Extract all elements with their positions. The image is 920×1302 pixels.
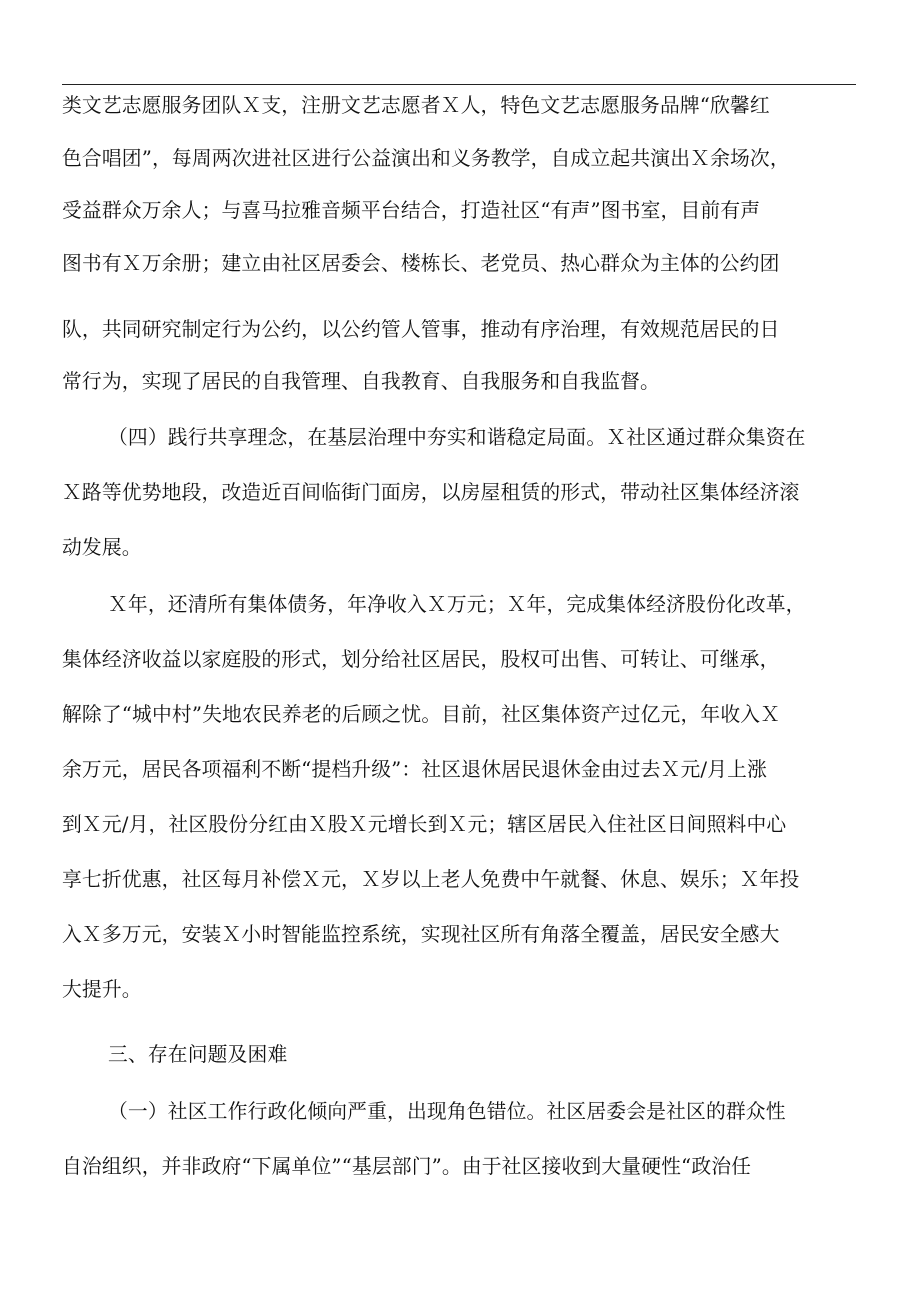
paragraph-3-line-4: 余万元，居民各项福利不断“提档升级”：社区退休居民退休金由过去Ｘ元/月上涨 (62, 758, 768, 781)
paragraph-3-line-1: Ｘ年，还清所有集体债务，年净收入Ｘ万元；Ｘ年，完成集体经济股份化改革， (108, 593, 806, 616)
paragraph-5-line-1: （一）社区工作行政化倾向严重，出现角色错位。社区居委会是社区的群众性 (108, 1100, 786, 1123)
paragraph-1-line-4: 图书有Ｘ万余册；建立由社区居委会、楼栋长、老党员、热心群众为主体的公约团 (62, 252, 780, 275)
paragraph-1-line-2: 色合唱团”，每周两次进社区进行公益演出和义务教学，自成立起共演出Ｘ余场次， (62, 147, 790, 170)
paragraph-3-line-2: 集体经济收益以家庭股的形式，划分给社区居民，股权可出售、可转让、可继承， (62, 648, 780, 671)
paragraph-1-line-1: 类文艺志愿服务团队Ｘ支，注册文艺志愿者Ｘ人，特色文艺志愿服务品牌“欣馨红 (62, 94, 770, 117)
header-rule (62, 84, 856, 85)
paragraph-3-line-6: 享七折优惠，社区每月补偿Ｘ元，Ｘ岁以上老人免费中午就餐、休息、娱乐；Ｘ年投 (62, 868, 800, 891)
paragraph-2-line-1: （四）践行共享理念，在基层治理中夯实和谐稳定局面。Ｘ社区通过群众集资在 (108, 426, 806, 449)
paragraph-3-line-5: 到Ｘ元/月，社区股份分红由Ｘ股Ｘ元增长到Ｘ元；辖区居民入住社区日间照料中心 (62, 813, 787, 836)
paragraph-3-line-7: 入Ｘ多万元，安装Ｘ小时智能监控系统，实现社区所有角落全覆盖，居民安全感大 (62, 923, 780, 946)
paragraph-2-line-2: Ｘ路等优势地段，改造近百间临街门面房，以房屋租赁的形式，带动社区集体经济滚 (62, 481, 800, 504)
paragraph-3-line-8: 大提升。 (62, 978, 142, 1001)
paragraph-5-line-2: 自治组织，并非政府“下属单位”“基层部门”。由于社区接收到大量硬性“政治任 (62, 1155, 752, 1178)
paragraph-1-line-5: 队，共同研究制定行为公约，以公约管人管事，推动有序治理，有效规范居民的日 (62, 318, 780, 341)
paragraph-3-line-3: 解除了“城中村”失地农民养老的后顾之忧。目前，社区集体资产过亿元，年收入Ｘ (62, 703, 781, 726)
section-heading: 三、存在问题及困难 (108, 1043, 288, 1066)
paragraph-2-line-3: 动发展。 (62, 536, 142, 559)
paragraph-1-line-6: 常行为，实现了居民的自我管理、自我教育、自我服务和自我监督。 (62, 370, 660, 393)
paragraph-1-line-3: 受益群众万余人；与喜马拉雅音频平台结合，打造社区“有声”图书室，目前有声 (62, 199, 761, 222)
